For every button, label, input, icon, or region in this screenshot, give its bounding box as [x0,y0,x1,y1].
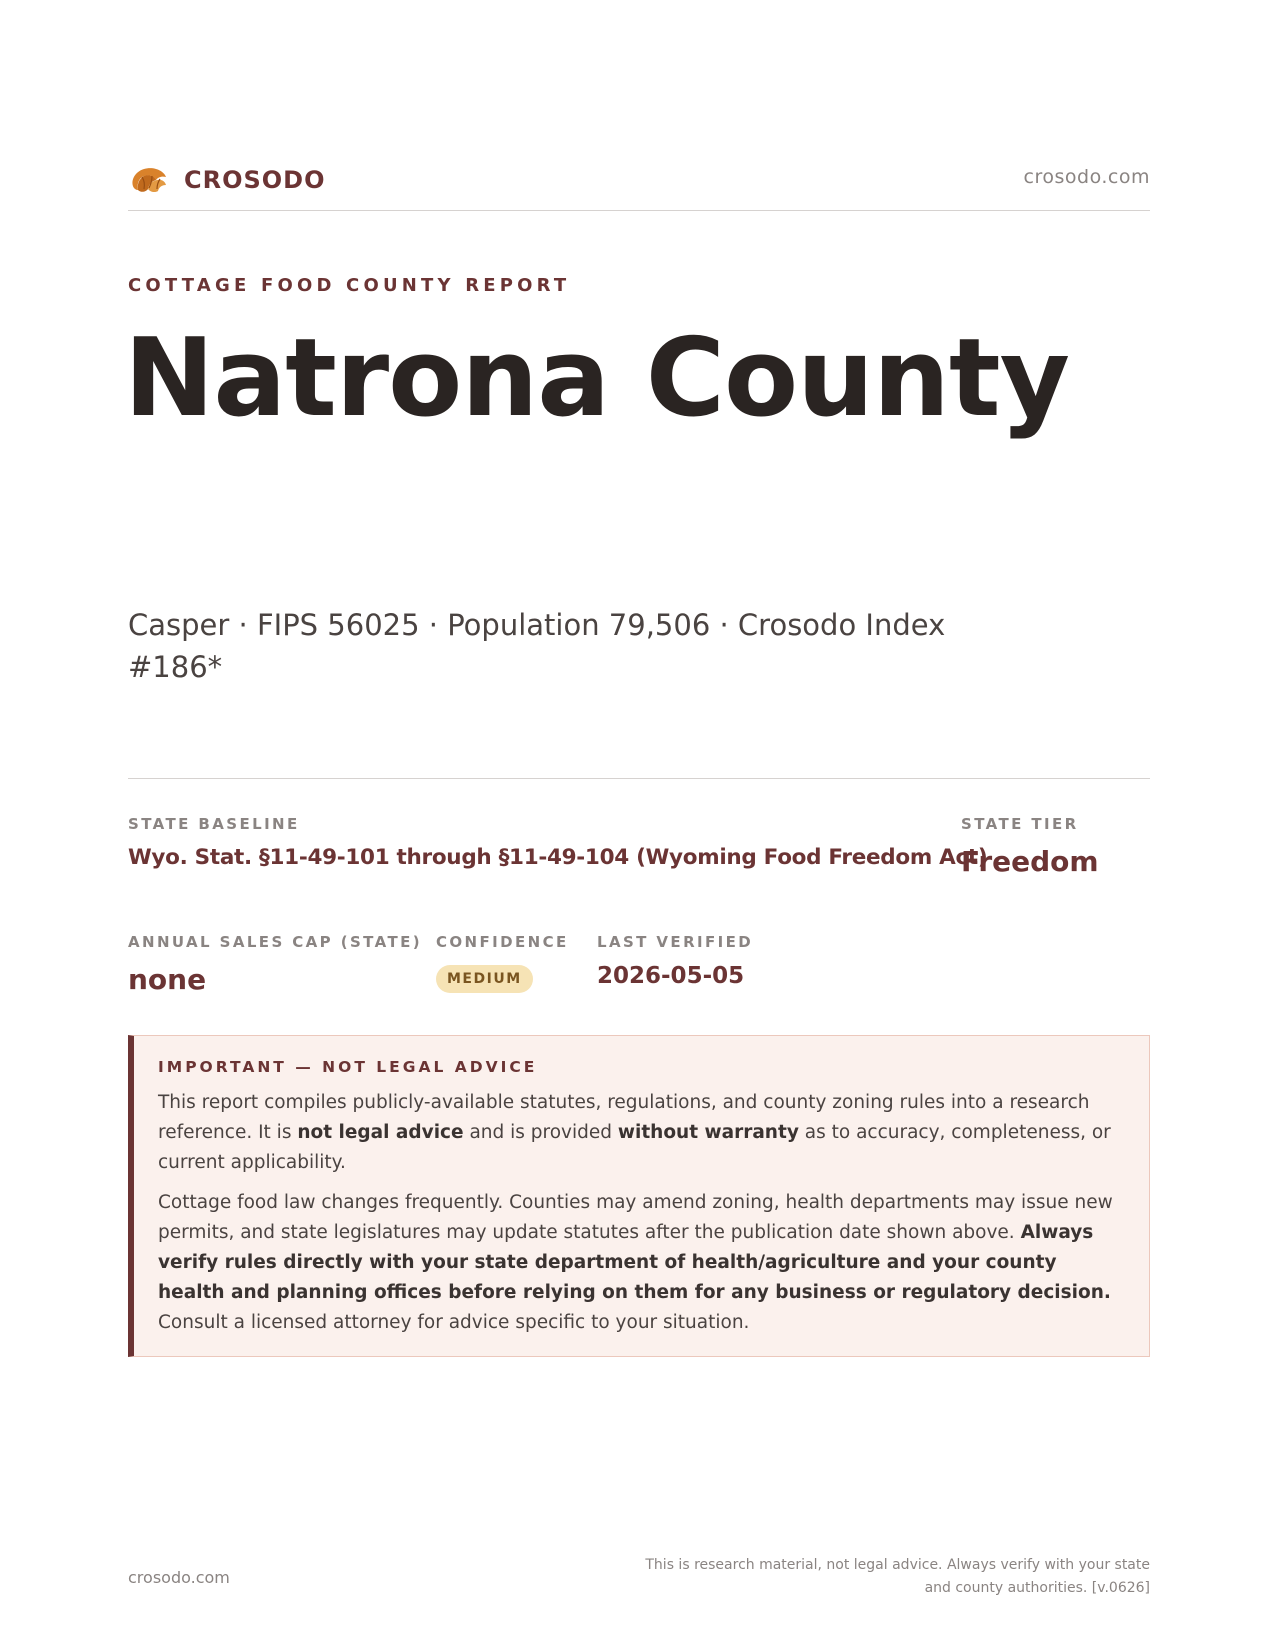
croissant-icon [128,162,168,198]
county-subtitle: Casper · FIPS 56025 · Population 79,506 · Crosodo Index #186* [128,608,946,684]
state-baseline-value: Wyo. Stat. §11-49-101 through §11-49-104 (Wyoming Food Freedom Act) [128,845,988,870]
confidence-fact [436,933,569,993]
last-verified-value: 2026-05-05 [597,963,745,989]
state-tier-label: STATE TIER [961,815,1079,833]
notice-text: This report compiles publicly-available statutes, regulations, and county zoning rules into a research reference. It is [158,1092,1090,1143]
report-eyebrow: COTTAGE FOOD COUNTY REPORT [128,275,571,296]
brand-name: CROSODO [184,166,326,194]
sales-cap-value: none [128,963,207,996]
legal-notice-paragraph-1 [158,1088,1125,1178]
confidence-badge: MEDIUM [436,965,533,993]
header-site-url[interactable]: crosodo.com [1023,166,1150,188]
confidence-label: CONFIDENCE [436,933,569,951]
legal-notice-paragraph-2 [158,1188,1125,1338]
sales-cap-label: ANNUAL SALES CAP (STATE) [128,933,423,951]
state-baseline-label: STATE BASELINE [128,815,300,833]
page-title: Natrona County [124,316,1069,441]
report-page [124,0,1150,1650]
legal-notice [128,1035,1150,1357]
legal-notice-title: IMPORTANT — NOT LEGAL ADVICE [158,1058,538,1076]
brand-logo [128,162,326,198]
footer-disclaimer: This is research material, not legal advice. Always verify with your state and county authorities. [v.0626] [645,1557,1150,1596]
notice-text: as to accuracy, completeness, or current applicability. [158,1122,1111,1173]
state-tier-value: Freedom [961,845,1099,878]
notice-text: and is provided [463,1122,618,1143]
section-divider [128,778,1150,779]
state-tier-fact [961,815,1099,878]
notice-text: Consult a licensed attorney for advice specific to your situation. [158,1312,750,1333]
notice-text: Cottage food law changes frequently. Counties may amend zoning, health departments may issue new permits, and state legislatures may update statutes after the publication date shown above. [158,1192,1113,1243]
last-verified-fact [597,933,753,989]
footer-site-url[interactable]: crosodo.com [128,1568,230,1587]
last-verified-label: LAST VERIFIED [597,933,754,951]
notice-emphasis: without warranty [617,1122,799,1143]
state-baseline-fact [128,815,987,870]
page-header [128,158,1150,211]
notice-emphasis: not legal advice [297,1122,464,1143]
sales-cap-fact [128,933,422,996]
notice-emphasis: Always verify rules directly with your state department of health/agriculture and your county health and planning offices before relying on them for any business or regulatory decision. [158,1222,1111,1303]
